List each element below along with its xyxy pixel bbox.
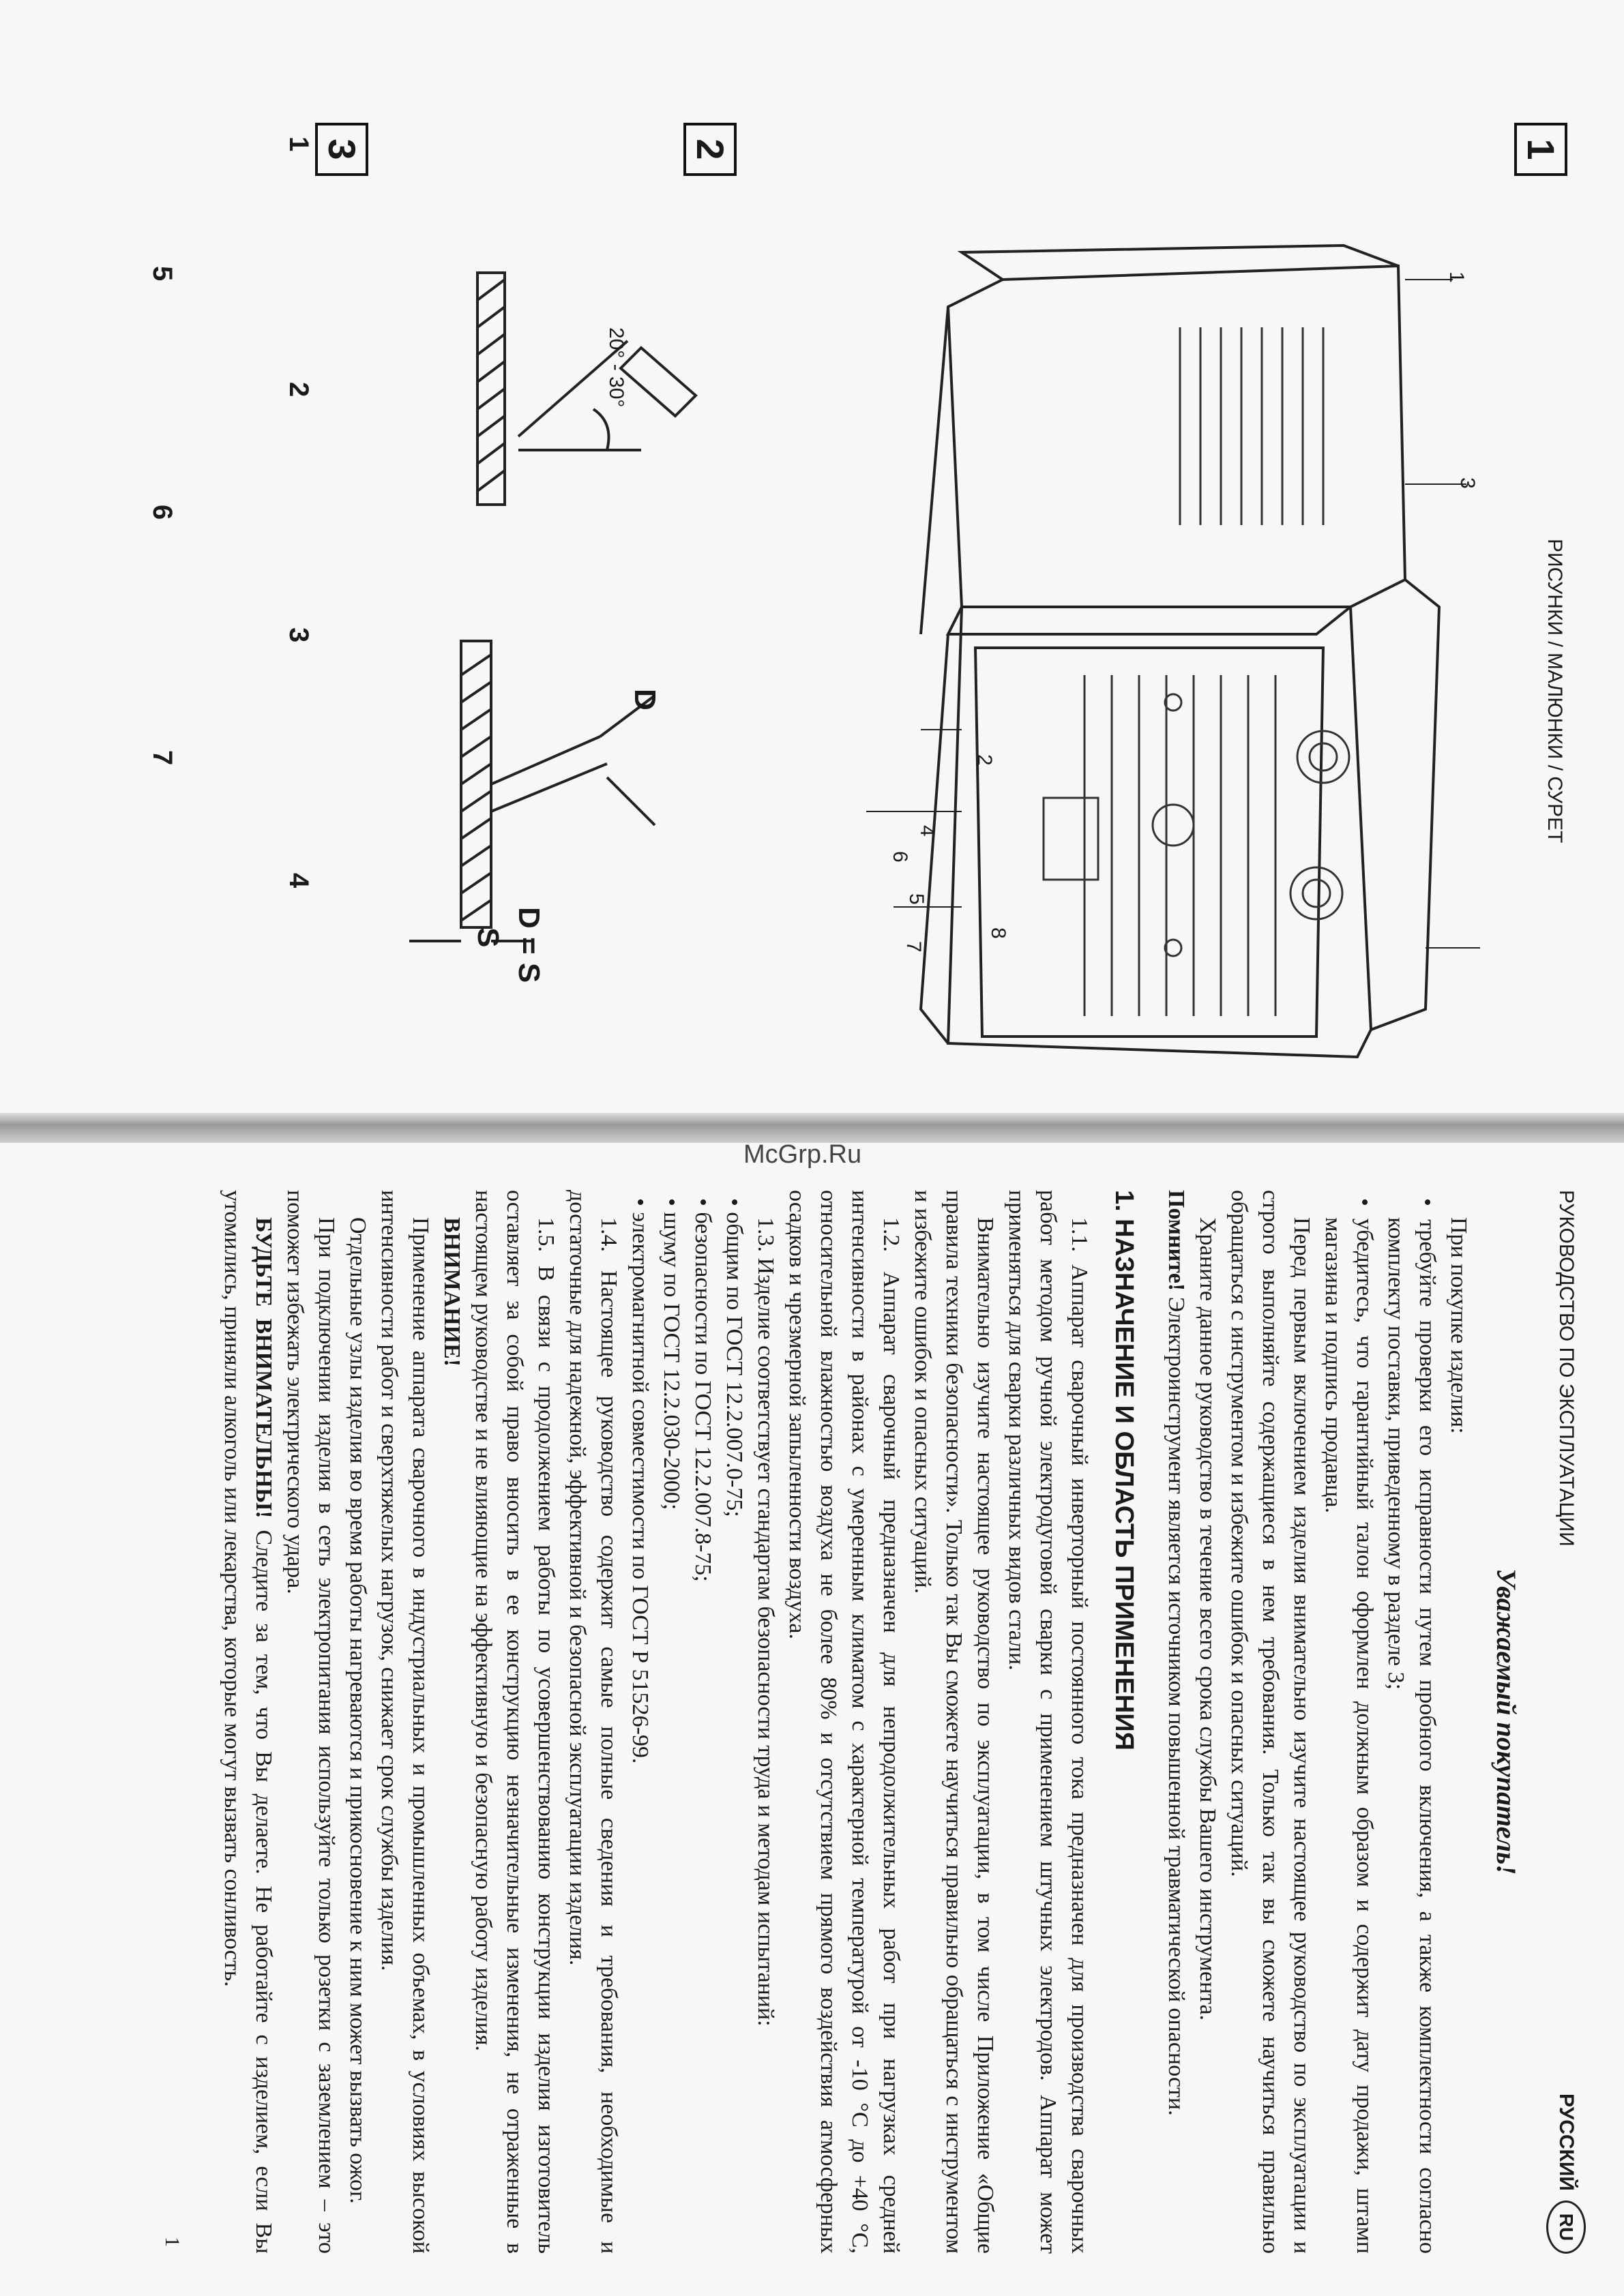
paragraph-1-2: 1.2. Аппарат сварочный предназначен для непродолжительных работ при нагрузках средней интенсивности в районах с умеренным климатом с характерной температурой от -10 °С до +40 °С, относительной влажностью воздуха не более 80% и отсутствием прямого воздействия атмосферных осадков и чрезмерной запыленности воздуха. (784, 1190, 904, 2254)
standard-3: • шуму по ГОСТ 12.2.030-2000; (659, 1198, 684, 1510)
callout-6: 6 (889, 851, 911, 863)
d-equals-s-label: D = S (512, 907, 546, 983)
standard-1: • общим по ГОСТ 12.2.007.0-75; (722, 1198, 747, 1517)
figures-page (147, 123, 1569, 1077)
callout-2: 2 (973, 754, 996, 766)
header-left: РУКОВОДСТВО ПО ЭКСПЛУАТАЦИИ (1555, 1190, 1578, 1547)
angle-label: 20° - 30° (605, 327, 628, 408)
page-header (1538, 1190, 1586, 2254)
callout-5: 5 (905, 893, 928, 905)
welder-drawing (764, 225, 1480, 1112)
language-badge: RU (1546, 2201, 1586, 2254)
attention-2: Отдельные узлы изделия во время работы нагреваются и прикосновение к ним может вызвать ожог. (345, 1217, 370, 2204)
header-right (1546, 2093, 1586, 2254)
bead-4: 4 (284, 873, 314, 889)
instruction-page (126, 1190, 1586, 2254)
language-label: РУССКИЙ (1555, 2093, 1578, 2191)
page-fold (0, 1113, 1624, 1143)
callout-7: 7 (902, 941, 925, 953)
watermark: McGrp.Ru (743, 1140, 862, 1169)
d-label: D (628, 689, 662, 711)
standard-4: • электромагнитной совместимости по ГОСТ Р 51526-99. (628, 1198, 653, 1764)
bead-7: 7 (147, 750, 177, 766)
callout-4: 4 (916, 825, 939, 837)
paragraph-1-1: 1.1. Аппарат сварочный инверторный постоянного тока предназначен для производства сварочных работ методом ручной электродуговой сварки с применением штучных электродов. Аппарат может применяться для сварки различных видов стали. (1004, 1190, 1092, 2254)
intro: При покупке изделия: (1446, 1217, 1471, 1434)
attention-1: Применение аппарата сварочного в индустриальных и промышленных объемах, в условиях высокой интенсивности работ и сверхтяжелых нагрузок, снижает срок службы изделия. (377, 1190, 433, 2254)
attention-3: При подключении изделия в сеть электропитания используйте только розетки с заземлением – это поможет избежать электрического удара. (282, 1190, 339, 2254)
paragraph-1-1b: Внимательно изучите настоящее руководство по эксплуатации, в том числе Приложение «Общие правила техники безопасности». Только так Вы сможете научиться правильно обращаться с инструментом и избежите ошибок и опасных ситуаций. (910, 1190, 998, 2254)
bead-5: 5 (147, 266, 177, 282)
bead-2: 2 (284, 382, 314, 398)
standard-2: • безопасности по ГОСТ 12.2.007.8-75; (690, 1198, 715, 1582)
paragraph-keep: Храните данное руководство в течение всего срока службы Вашего инструмента. (1195, 1217, 1220, 2021)
s-label: S (471, 927, 505, 948)
figures-title: РИСУНКИ / МАЛЮНКИ / СУРЕТ (1544, 539, 1566, 844)
page-number: 1 (161, 2237, 183, 2247)
bullet-1: • требуйте проверки его исправности путем пробного включения, а также комплектности согласно комплекту поставки, приведенному в разделе 3; (1383, 1198, 1440, 2254)
figure-3-number: 3 (315, 123, 368, 176)
electrode-angle-drawing (396, 259, 778, 1009)
callout-3: 3 (1456, 477, 1479, 489)
bullet-2: • убедитесь, что гарантийный талон оформлен должным образом и содержит дату продажи, штамп магазина и подпись продавца. (1320, 1198, 1377, 2254)
attention-heading: ВНИМАНИЕ! (439, 1217, 464, 1367)
paragraph-1-3: 1.3. Изделие соответствует стандартам безопасности труда и методам испытаний: (753, 1217, 778, 2027)
paragraph-first-start: Перед первым включением изделия внимательно изучите настоящее руководство по эксплуатации и строго выполняйте содержащиеся в нем требования. Только так вы сможете научиться правильно обращаться с инструментом и избежите ошибок и опасных ситуаций. (1226, 1190, 1314, 2254)
paragraph-1-4: 1.4. Настоящее руководство содержит самые полные сведения и требования, необходимые и достаточные для надежной, эффективной и безопасной эксплуатации изделия. (565, 1190, 621, 2254)
figure-2-number: 2 (683, 123, 737, 176)
bead-3: 3 (284, 627, 314, 643)
bead-1: 1 (284, 136, 314, 152)
paragraph-remember: Помните! Электроинструмент является источником повышенной травматической опасности. (1164, 1190, 1189, 2116)
callout-1: 1 (1445, 271, 1468, 283)
paragraph-careful: БУДЬТЕ ВНИМАТЕЛЬНЫ! Следите за тем, что Вы делаете. Не работайте с изделием, если Вы утомились, приняли алкоголь или лекарства, которые могут вызвать сонливость. (220, 1190, 276, 2254)
paragraph-1-5: 1.5. В связи с продолжением работы по усовершенствованию конструкции изделия изготовитель оставляет за собой право вносить в ее конструкцию незначительные изменения, не отраженные в настоящем руководстве и не влияющие на эффективную и безопасную работу изделия. (471, 1190, 559, 2254)
greeting: Уважаемый покупатель! (1491, 1568, 1522, 1875)
section-1-title: 1. НАЗНАЧЕНИЕ И ОБЛАСТЬ ПРИМЕНЕНИЯ (1110, 1190, 1138, 1750)
callout-8: 8 (987, 927, 1009, 939)
bead-6: 6 (147, 505, 177, 520)
figure-1-number: 1 (1514, 123, 1567, 176)
